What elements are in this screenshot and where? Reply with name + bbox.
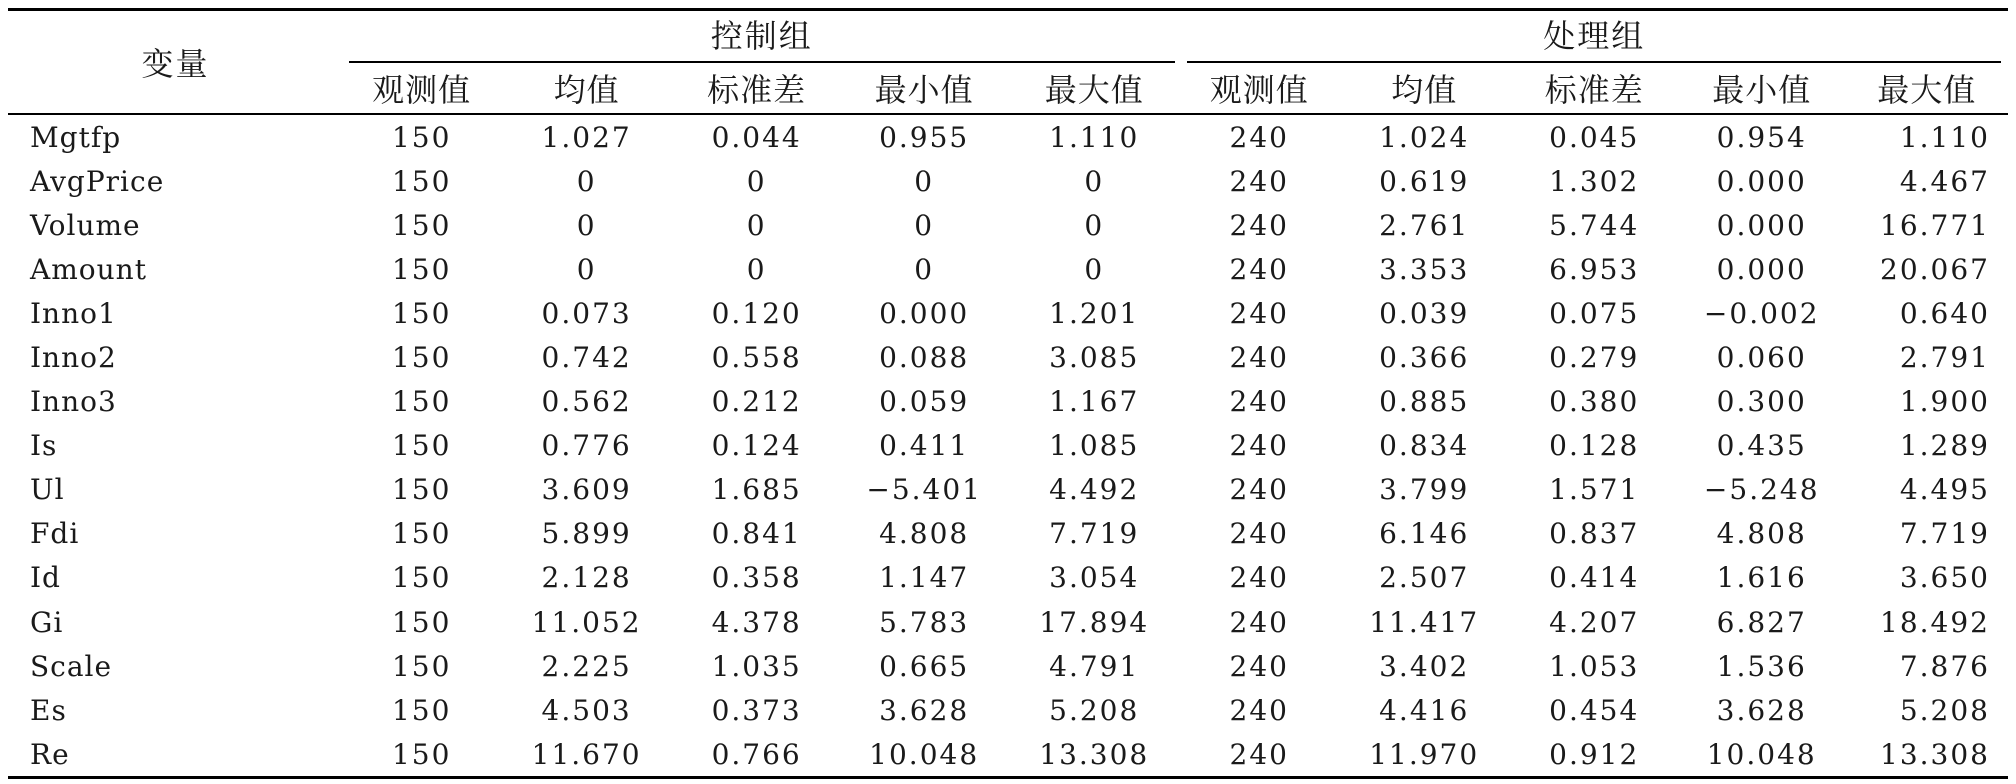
value-cell-control: 0.000 — [879, 296, 970, 330]
column-header-min-treatment: 最小值 — [1678, 63, 1846, 114]
table-row — [8, 159, 2008, 203]
value-cell-treatment: 6.953 — [1549, 252, 1640, 286]
value-cell-control: 0 — [914, 252, 935, 286]
variable-name-cell: Amount — [30, 252, 147, 286]
value-cell-control: 3.085 — [1049, 341, 1140, 375]
value-cell-control: 10.048 — [840, 732, 1008, 778]
table-body — [8, 114, 2008, 778]
variable-name-cell: Inno1 — [30, 296, 117, 330]
value-cell-control: 0.073 — [541, 296, 632, 330]
value-cell-treatment: 0.000 — [1716, 164, 1807, 198]
value-cell-control: 0.373 — [711, 693, 802, 727]
variable-name-cell: Is — [30, 429, 58, 463]
value-cell-control: 0.044 — [711, 120, 802, 154]
table-row — [8, 380, 2008, 424]
value-cell-control: 0.358 — [711, 561, 802, 595]
value-cell-control: 0 — [746, 252, 767, 286]
value-cell-control: 150 — [391, 208, 452, 242]
value-cell-control: 13.308 — [1008, 732, 1181, 778]
value-cell-treatment: 240 — [1229, 649, 1289, 683]
value-cell-control: 11.670 — [500, 732, 673, 778]
value-cell-treatment: 3.402 — [1379, 649, 1470, 683]
value-cell-treatment: 0.435 — [1716, 429, 1807, 463]
table-row — [8, 512, 2008, 556]
value-cell-treatment: 0.039 — [1379, 296, 1470, 330]
variable-name-cell: Ul — [30, 473, 65, 507]
value-cell-control: 0.766 — [673, 732, 841, 778]
value-cell-treatment: 0.640 — [1899, 296, 1990, 330]
variable-name-cell: Mgtfp — [30, 120, 122, 154]
value-cell-control: 1.147 — [879, 561, 970, 595]
value-cell-treatment: 240 — [1229, 341, 1289, 375]
variable-name-cell: AvgPrice — [30, 164, 165, 198]
value-cell-control: 1.685 — [711, 473, 802, 507]
table-row — [8, 424, 2008, 468]
value-cell-treatment: 0.300 — [1716, 385, 1807, 419]
value-cell-control: 0.841 — [711, 517, 802, 551]
value-cell-treatment: 0.075 — [1549, 296, 1640, 330]
variable-name-cell: Volume — [30, 208, 141, 242]
value-cell-treatment: 1.024 — [1379, 120, 1470, 154]
value-cell-treatment: 18.492 — [1880, 605, 1990, 639]
value-cell-control: 0.124 — [711, 429, 802, 463]
table-row — [8, 114, 2008, 159]
value-cell-control: 0.088 — [879, 341, 970, 375]
value-cell-control: 3.609 — [541, 473, 632, 507]
value-cell-control: 0 — [1084, 208, 1105, 242]
value-cell-control: 150 — [391, 429, 452, 463]
value-cell-treatment: 1.616 — [1716, 561, 1807, 595]
value-cell-control: 4.808 — [879, 517, 970, 551]
value-cell-treatment: 0.619 — [1379, 164, 1470, 198]
value-cell-control: 1.035 — [711, 649, 802, 683]
value-cell-control: 0 — [1084, 252, 1105, 286]
value-cell-control: 4.492 — [1049, 473, 1140, 507]
table-row — [8, 644, 2008, 688]
value-cell-control: 17.894 — [1039, 605, 1150, 639]
value-cell-treatment: 0.000 — [1716, 208, 1807, 242]
value-cell-treatment: 1.571 — [1549, 473, 1640, 507]
value-cell-treatment: 0.045 — [1549, 120, 1640, 154]
value-cell-treatment: 0.954 — [1716, 120, 1807, 154]
value-cell-control: 150 — [391, 385, 452, 419]
table-header — [8, 10, 2008, 115]
value-cell-treatment: 1.302 — [1549, 164, 1640, 198]
variable-name-cell: Es — [30, 693, 67, 727]
value-cell-treatment: 13.308 — [1845, 732, 2008, 778]
value-cell-control: 1.027 — [541, 120, 632, 154]
value-cell-treatment: 240 — [1229, 252, 1289, 286]
value-cell-treatment: 1.110 — [1899, 120, 1990, 154]
column-header-min-control: 最小值 — [840, 63, 1008, 114]
value-cell-treatment: 16.771 — [1880, 208, 1990, 242]
column-header-max-treatment: 最大值 — [1845, 63, 2008, 114]
group-header-control — [343, 10, 1181, 64]
value-cell-control: 0 — [746, 208, 767, 242]
value-cell-treatment: 240 — [1229, 385, 1289, 419]
value-cell-treatment: 4.207 — [1549, 605, 1640, 639]
value-cell-treatment: 240 — [1229, 517, 1289, 551]
value-cell-control: 3.628 — [879, 693, 970, 727]
value-cell-control: 0.562 — [541, 385, 632, 419]
value-cell-treatment: 4.808 — [1716, 517, 1807, 551]
value-cell-control: 11.052 — [531, 605, 642, 639]
value-cell-treatment: 240 — [1229, 473, 1289, 507]
value-cell-control: 1.167 — [1049, 385, 1140, 419]
value-cell-control: 3.054 — [1049, 561, 1140, 595]
value-cell-treatment: 11.970 — [1338, 732, 1511, 778]
table-row — [8, 335, 2008, 379]
value-cell-control: 1.110 — [1049, 120, 1140, 154]
value-cell-treatment: 6.827 — [1716, 605, 1807, 639]
table-row — [8, 247, 2008, 291]
variable-name-cell: Gi — [30, 605, 64, 639]
value-cell-treatment: −0.002 — [1703, 296, 1820, 330]
value-cell-treatment: 1.053 — [1549, 649, 1640, 683]
variable-name-cell: Inno3 — [30, 385, 117, 419]
value-cell-treatment: 0.454 — [1549, 693, 1640, 727]
value-cell-control: 0.059 — [879, 385, 970, 419]
descriptive-statistics-table — [8, 8, 2008, 779]
value-cell-control: 0 — [746, 164, 767, 198]
value-cell-control: 5.899 — [541, 517, 632, 551]
value-cell-treatment: 3.650 — [1899, 561, 1990, 595]
value-cell-treatment: 240 — [1229, 164, 1289, 198]
variable-name-cell: Fdi — [30, 517, 80, 551]
value-cell-control: 0.776 — [541, 429, 632, 463]
value-cell-treatment: 240 — [1229, 561, 1289, 595]
value-cell-treatment: 240 — [1229, 693, 1289, 727]
value-cell-treatment: 1.536 — [1716, 649, 1807, 683]
table-row — [8, 203, 2008, 247]
variable-column-header: 变量 — [8, 10, 343, 115]
value-cell-control: 0.120 — [711, 296, 802, 330]
value-cell-control: 150 — [391, 252, 452, 286]
value-cell-control: 5.783 — [879, 605, 970, 639]
value-cell-control: 0.665 — [879, 649, 970, 683]
value-cell-treatment: 240 — [1229, 208, 1289, 242]
value-cell-treatment: 0.912 — [1510, 732, 1678, 778]
value-cell-treatment: 240 — [1229, 296, 1289, 330]
value-cell-control: 150 — [391, 296, 452, 330]
variable-name-cell: Re — [8, 732, 343, 778]
value-cell-control: 5.208 — [1049, 693, 1140, 727]
value-cell-control: 1.085 — [1049, 429, 1140, 463]
value-cell-treatment: 240 — [1229, 120, 1289, 154]
value-cell-treatment: 4.495 — [1899, 473, 1990, 507]
value-cell-control: 0 — [576, 164, 597, 198]
value-cell-treatment: 240 — [1229, 429, 1289, 463]
value-cell-treatment: 3.628 — [1716, 693, 1807, 727]
value-cell-control: 0.411 — [879, 429, 970, 463]
value-cell-control: 2.128 — [541, 561, 632, 595]
value-cell-control: 4.791 — [1049, 649, 1140, 683]
value-cell-treatment: 2.791 — [1899, 341, 1990, 375]
table-row — [8, 556, 2008, 600]
value-cell-control: 0.212 — [711, 385, 802, 419]
group-header-treatment — [1181, 10, 2008, 64]
value-cell-treatment: 1.900 — [1899, 385, 1990, 419]
value-cell-control: 0.558 — [711, 341, 802, 375]
value-cell-control: 0 — [576, 252, 597, 286]
value-cell-control: 0.955 — [879, 120, 970, 154]
column-header-count-control: 观测值 — [343, 63, 500, 114]
value-cell-treatment: 0.128 — [1549, 429, 1640, 463]
value-cell-treatment: 3.799 — [1379, 473, 1470, 507]
value-cell-control: 1.201 — [1049, 296, 1140, 330]
column-header-sd-treatment: 标准差 — [1510, 63, 1678, 114]
column-header-mean-treatment: 均值 — [1338, 63, 1511, 114]
header-row-groups — [8, 10, 2008, 64]
column-header-mean-control: 均值 — [500, 63, 673, 114]
variable-name-cell: Inno2 — [30, 341, 117, 375]
table-row — [8, 688, 2008, 732]
value-cell-treatment: 4.416 — [1379, 693, 1470, 727]
value-cell-control: 0 — [914, 164, 935, 198]
value-cell-control: 4.378 — [711, 605, 802, 639]
value-cell-treatment: 11.417 — [1369, 605, 1480, 639]
value-cell-treatment: 3.353 — [1379, 252, 1470, 286]
column-header-max-control: 最大值 — [1008, 63, 1181, 114]
value-cell-treatment: 0.380 — [1549, 385, 1640, 419]
value-cell-control: 150 — [391, 693, 452, 727]
value-cell-control: 150 — [391, 649, 452, 683]
value-cell-control: 2.225 — [541, 649, 632, 683]
value-cell-treatment: 20.067 — [1880, 252, 1990, 286]
value-cell-control: 150 — [391, 517, 452, 551]
value-cell-control: 0.742 — [541, 341, 632, 375]
value-cell-treatment: 1.289 — [1899, 429, 1990, 463]
table-row — [8, 600, 2008, 644]
value-cell-treatment: 0.279 — [1549, 341, 1640, 375]
value-cell-control: 7.719 — [1049, 517, 1140, 551]
value-cell-control: 150 — [391, 164, 452, 198]
value-cell-treatment: 0.885 — [1379, 385, 1470, 419]
value-cell-control: 150 — [391, 605, 452, 639]
value-cell-control: 150 — [343, 732, 500, 778]
value-cell-treatment: 7.719 — [1899, 517, 1990, 551]
value-cell-control: 0 — [576, 208, 597, 242]
value-cell-treatment: 0.834 — [1379, 429, 1470, 463]
table-row — [8, 468, 2008, 512]
value-cell-treatment: 5.208 — [1899, 693, 1990, 727]
value-cell-control: 150 — [391, 120, 452, 154]
value-cell-treatment: 240 — [1229, 605, 1289, 639]
variable-name-cell: Id — [30, 561, 61, 595]
table-row — [8, 291, 2008, 335]
value-cell-treatment: 0.414 — [1549, 561, 1640, 595]
column-header-count-treatment: 观测值 — [1181, 63, 1338, 114]
group-header-control-label: 控制组 — [710, 17, 813, 55]
value-cell-treatment: 5.744 — [1549, 208, 1640, 242]
table-row — [8, 732, 2008, 778]
value-cell-control: 150 — [391, 561, 452, 595]
value-cell-treatment: 240 — [1181, 732, 1338, 778]
value-cell-treatment: 0.060 — [1716, 341, 1807, 375]
value-cell-treatment: 0.000 — [1716, 252, 1807, 286]
value-cell-treatment: 2.507 — [1379, 561, 1470, 595]
value-cell-treatment: 10.048 — [1678, 732, 1846, 778]
value-cell-control: 150 — [391, 341, 452, 375]
value-cell-control: 0 — [914, 208, 935, 242]
variable-name-cell: Scale — [30, 649, 113, 683]
value-cell-treatment: 4.467 — [1899, 164, 1990, 198]
value-cell-control: −5.401 — [866, 473, 982, 507]
value-cell-treatment: 7.876 — [1899, 649, 1990, 683]
value-cell-treatment: 2.761 — [1379, 208, 1470, 242]
value-cell-control: 150 — [391, 473, 452, 507]
value-cell-control: 4.503 — [541, 693, 632, 727]
value-cell-control: 0 — [1084, 164, 1105, 198]
group-header-treatment-label: 处理组 — [1543, 17, 1646, 55]
column-header-sd-control: 标准差 — [673, 63, 841, 114]
value-cell-treatment: −5.248 — [1703, 473, 1820, 507]
value-cell-treatment: 0.837 — [1549, 517, 1640, 551]
value-cell-treatment: 0.366 — [1379, 341, 1470, 375]
value-cell-treatment: 6.146 — [1379, 517, 1470, 551]
